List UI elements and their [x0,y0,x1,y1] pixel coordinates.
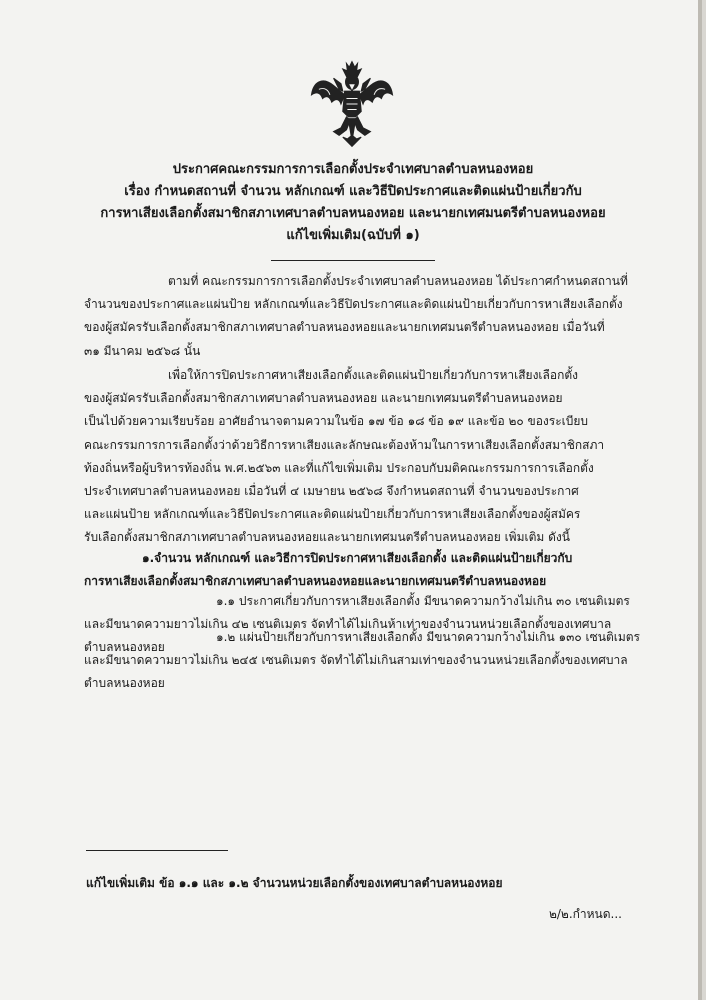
paragraph-line: เพื่อให้การปิดประกาศหาเสียงเลือกตั้งและติดแผ่นป้ายเกี่ยวกับการหาเสียงเลือกตั้ง [168,368,579,382]
paragraph-line: ของผู้สมัครรับเลือกตั้งสมาชิกสภาเทศบาลตำบลหนองหอย และนายกเทศมนตรีตำบลหนองหอย [84,391,563,406]
page-edge [698,0,702,1000]
paragraph-line: คณะกรรมการการเลือกตั้งว่าด้วยวิธีการหาเสียงและลักษณะต้องห้ามในการหาเสียงเลือกตั้งสมาชิกสภา [84,437,605,452]
garuda-emblem-icon [306,58,398,150]
paragraph-line: และแผ่นป้าย หลักเกณฑ์และวิธีปิดประกาศและติดแผ่นป้ายเกี่ยวกับการหาเสียงเลือกตั้งของผู้สมัคร [84,507,581,522]
document-title-line-2: เรื่อง กำหนดสถานที่ จำนวน หลักเกณฑ์ และวิธีปิดประกาศและติดแผ่นป้ายเกี่ยวกับ [124,184,582,199]
paragraph-line: รับเลือกตั้งสมาชิกสภาเทศบาลตำบลหนองหอยและนายกเทศมนตรีตำบลหนองหอย เพิ่มเติม ดังนี้ [84,530,570,545]
item-line: และมีขนาดความยาวไม่เกิน ๒๔๕ เซนติเมตร จัดทำได้ไม่เกินสามเท่าของจำนวนหน่วยเลือกตั้งของเทศบาล [84,653,628,668]
paragraph-line: จำนวนของประกาศและแผ่นป้าย หลักเกณฑ์และวิธีปิดประกาศและติดแผ่นป้ายเกี่ยวกับการหาเสียงเลือกตั้ง [84,297,623,312]
paragraph-line: ท้องถิ่นหรือผู้บริหารท้องถิ่น พ.ศ.๒๕๖๓ และที่แก้ไขเพิ่มเติม ประกอบกับมติคณะกรรมการการเลือกตั้ง [84,460,594,475]
item-line: ๑.๑ ประกาศเกี่ยวกับการหาเสียงเลือกตั้ง มีขนาดความกว้างไม่เกิน ๓๐ เซนติเมตร [216,594,630,608]
document-title-line-1: ประกาศคณะกรรมการการเลือกตั้งประจำเทศบาลตำบลหนองหอย [172,162,534,177]
paragraph-line: ตามที่ คณะกรรมการการเลือกตั้งประจำเทศบาลตำบลหนองหอย ได้ประกาศกำหนดสถานที่ [168,274,628,288]
footnote-divider [86,850,228,851]
paragraph-line: ๓๑ มีนาคม ๒๕๖๘ นั้น [84,343,201,358]
paragraph-line: ของผู้สมัครรับเลือกตั้งสมาชิกสภาเทศบาลตำบลหนองหอยและนายกเทศมนตรีตำบลหนองหอย เมื่อวันที่ [84,320,605,335]
paragraph-line: เป็นไปด้วยความเรียบร้อย อาศัยอำนาจตามความในข้อ ๑๗ ข้อ ๑๘ ข้อ ๑๙ และข้อ ๒๐ ของระเบียบ [84,414,589,429]
paragraph-purpose [84,364,622,550]
title-divider [271,260,435,261]
section-heading [84,547,622,593]
paragraph-line: ประจำเทศบาลตำบลหนองหอย เมื่อวันที่ ๔ เมษายน ๒๕๖๘ จึงกำหนดสถานที่ จำนวนของประกาศ [84,484,579,499]
item-line: ตำบลหนองหอย [84,676,165,691]
continuation-marker: ๒/๒.กำหนด... [548,907,622,921]
footnote: แก้ไขเพิ่มเติม ข้อ ๑.๑ และ ๑.๒ จำนวนหน่วยเลือกตั้งของเทศบาลตำบลหนองหอย [86,876,503,890]
item-line: ตำบลหนองหอย [84,640,165,655]
heading-line: ๑.จำนวน หลักเกณฑ์ และวิธีการปิดประกาศหาเสียงเลือกตั้ง และติดแผ่นป้ายเกี่ยวกับ [142,551,573,565]
item-line: และมีขนาดความยาวไม่เกิน ๔๒ เซนติเมตร จัดทำได้ไม่เกินห้าเท่าของจำนวนหน่วยเลือกตั้งของเทศบาล [84,617,612,632]
paragraph-intro [84,270,628,363]
item-1-2 [84,626,640,696]
document-title-line-4: แก้ไขเพิ่มเติม(ฉบับที่ ๑) [286,228,420,243]
document-title-line-3: การหาเสียงเลือกตั้งสมาชิกสภาเทศบาลตำบลหนองหอย และนายกเทศมนตรีตำบลหนองหอย [100,206,606,221]
item-line: ๑.๒ แผ่นป้ายเกี่ยวกับการหาเสียงเลือกตั้ง มีขนาดความกว้างไม่เกิน ๑๓๐ เซนติเมตร [216,630,640,644]
heading-line: การหาเสียงเลือกตั้งสมาชิกสภาเทศบาลตำบลหนองหอยและนายกเทศมนตรีตำบลหนองหอย [84,574,547,589]
